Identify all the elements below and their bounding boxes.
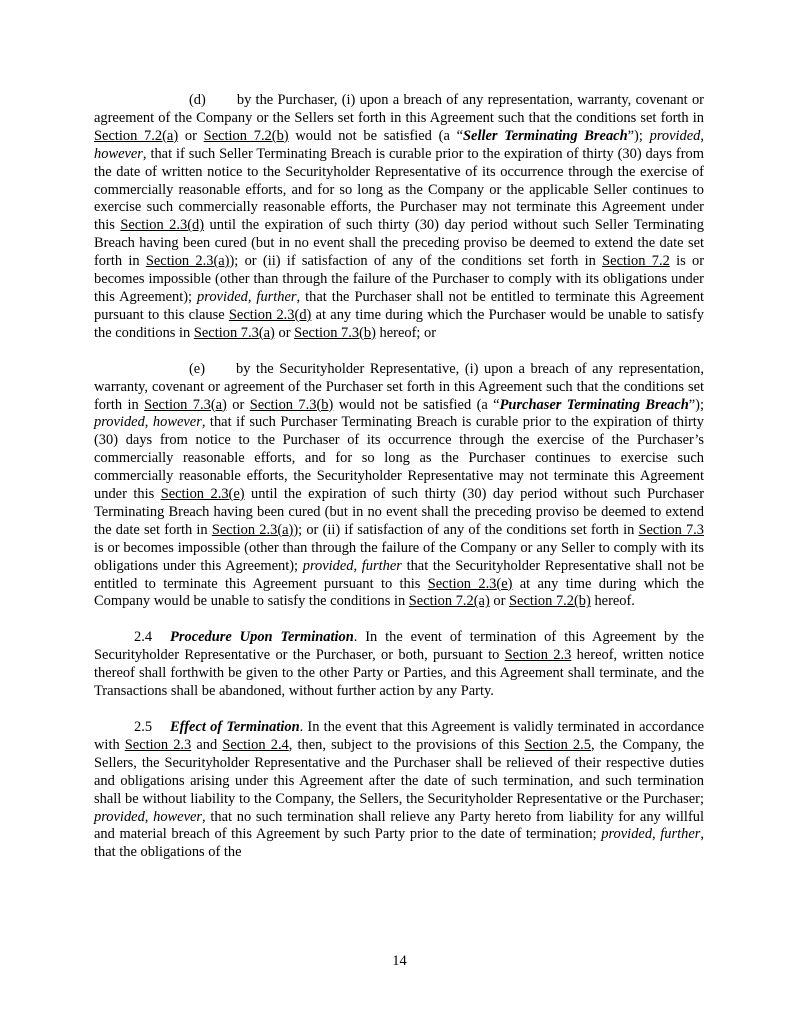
section-reference: Section 2.3 <box>124 736 192 753</box>
section-reference: Section 2.4 <box>222 736 289 753</box>
page-number: 14 <box>392 953 407 969</box>
text: and <box>191 736 223 753</box>
section-reference: Section 7.3(b) <box>294 324 376 341</box>
section-reference: Section 7.3(a) <box>144 396 227 413</box>
section-reference: Section 2.3(d) <box>228 306 312 323</box>
text: or <box>489 593 510 610</box>
text: , that if such Seller Terminating Breach is curable prior to the expiration of thirty (30) days from the date of written notice to the Securityholder Representative of its occurrence through the exercise of commercially reasonable efforts, and for so long as the Company or the applicable Seller continues to exercise such commercially reasonable efforts, the Purchaser may not terminate this Agreement under this <box>94 145 704 234</box>
text: ); or (ii) if satisfaction of any of the conditions set forth in <box>293 521 639 538</box>
text: . In the event that this Agreement is validly terminated in accordance with <box>94 719 704 753</box>
text: would not be satisfied (a “ <box>288 127 464 144</box>
text: or <box>226 396 250 413</box>
text: by the Securityholder Representative, (i) upon a breach of any representation, warranty, covenant or agreement of the Purchaser set forth in this Agreement such that the conditions set forth in <box>94 360 704 413</box>
section-reference: Section 2.3(a) <box>145 253 230 270</box>
text: hereof; or <box>375 324 437 341</box>
text: at any time during which the Purchaser would be unable to satisfy the conditions in <box>94 306 705 341</box>
section-reference: Section 7.2(a) <box>94 127 179 144</box>
italic-term: provided <box>94 414 145 431</box>
section-reference: Section 7.2 <box>602 253 670 270</box>
italic-term: provided, further <box>197 288 297 305</box>
text: . In the event of termination of this Agreement by the Securityholder Representative or the Purchaser, or both, pursuant to <box>94 629 705 664</box>
section-number: 2.5 <box>134 719 153 735</box>
paragraph-2-4 <box>94 629 704 701</box>
paragraph-2-3-d <box>94 92 704 343</box>
text: , <box>144 414 153 431</box>
paragraph-2-5 <box>94 719 704 862</box>
section-heading: Procedure Upon Termination <box>170 629 354 646</box>
section-number: 2.4 <box>134 629 153 646</box>
text: , the Company, the Sellers, the Securityholder Representative and the Purchaser shall be relieved of their respective duties and obligations arising under this Agreement after the date of such termination, and such termination shall be without liability to the Company, the Sellers, the Securityholder Representative or the Purchaser; <box>94 736 705 807</box>
section-reference: Section 2.3(e) <box>427 575 513 592</box>
text: hereof. <box>590 593 635 610</box>
text: , <box>700 127 704 144</box>
section-reference: Section 2.3 <box>504 647 572 664</box>
text: or <box>274 324 295 341</box>
section-reference: Section 2.5 <box>524 736 591 753</box>
italic-term: however <box>152 414 202 431</box>
document-page <box>94 92 704 862</box>
clause-label-e: (e) <box>189 360 206 377</box>
text: , then, subject to the provisions of this <box>288 736 525 753</box>
italic-term: provided, further <box>302 557 402 574</box>
text: at any time during which the Company would be unable to satisfy the conditions in <box>94 575 704 610</box>
section-reference: Section 2.3(d) <box>120 217 205 234</box>
italic-term: provided, however <box>94 808 203 825</box>
text: ); or (ii) if satisfaction of any of the conditions set forth in <box>229 253 603 270</box>
italic-term: provided, further <box>601 826 701 843</box>
section-reference: Section 7.2(a) <box>408 593 490 610</box>
section-heading: Effect of Termination <box>170 719 300 735</box>
section-reference: Section 2.3(a) <box>211 521 294 538</box>
section-reference: Section 7.2(b) <box>203 127 289 144</box>
italic-term: provided <box>649 127 701 144</box>
text: is or becomes impossible (other than through the failure of the Purchaser to comply with its obligations under this Agreement); <box>94 253 705 305</box>
text: ”); <box>627 127 650 144</box>
paragraph-2-3-e <box>94 361 704 612</box>
text: would not be satisfied (a “ <box>333 396 500 413</box>
text: until the expiration of such thirty (30) day period without such Seller Terminating Breach having been cured (but in no event shall the preceding proviso be deemed to extend the date set forth in <box>94 217 704 270</box>
section-reference: Section 7.3(b) <box>249 396 334 413</box>
clause-label-d: (d) <box>189 92 206 108</box>
text: is or becomes impossible (other than through the failure of the Company or any Seller to comply with its obligations under this Agreement); <box>94 539 704 574</box>
text: , that the Purchaser shall not be entitled to terminate this Agreement pursuant to this clause <box>94 288 704 323</box>
text: that the Securityholder Representative shall not be entitled to terminate this Agreement pursuant to this <box>94 557 704 592</box>
italic-term: however <box>94 145 143 162</box>
text: ”); <box>688 396 704 413</box>
text: , that the obligations of the <box>94 826 704 861</box>
text: hereof, written notice thereof shall forthwith be given to the other Party or Parties, and this Agreement shall terminate, and the Transactions shall be abandoned, without further action by any Party. <box>94 647 704 700</box>
defined-term: Purchaser Terminating Breach <box>499 396 689 413</box>
text: until the expiration of such thirty (30) day period without such Purchaser Terminating Breach having been cured (but in no event shall the preceding proviso be deemed to extend the date set forth in <box>94 486 704 538</box>
section-reference: Section 7.2(b) <box>509 593 591 610</box>
defined-term: Seller Terminating Breach <box>463 127 628 144</box>
section-reference: Section 7.3(a) <box>193 324 275 341</box>
section-reference: Section 7.3 <box>638 521 704 538</box>
section-reference: Section 2.3(e) <box>160 486 245 503</box>
text: or <box>178 127 204 144</box>
text: , that if such Purchaser Terminating Breach is curable prior to the expiration of thirty (30) days from notice to the Purchaser of its occurrence through the exercise of the Purchaser’s commercially reasonable efforts, and for so long as the Purchaser continues to exercise such commercially reasonable efforts, the Securityholder Representative may not terminate this Agreement under this <box>94 414 705 503</box>
text: , that no such termination shall relieve any Party hereto from liability for any willful and material breach of this Agreement by such Party prior to the date of termination; <box>94 808 704 843</box>
text: by the Purchaser, (i) upon a breach of any representation, warranty, covenant or agreement of the Company or the Sellers set forth in this Agreement such that the conditions set forth in <box>94 92 704 126</box>
